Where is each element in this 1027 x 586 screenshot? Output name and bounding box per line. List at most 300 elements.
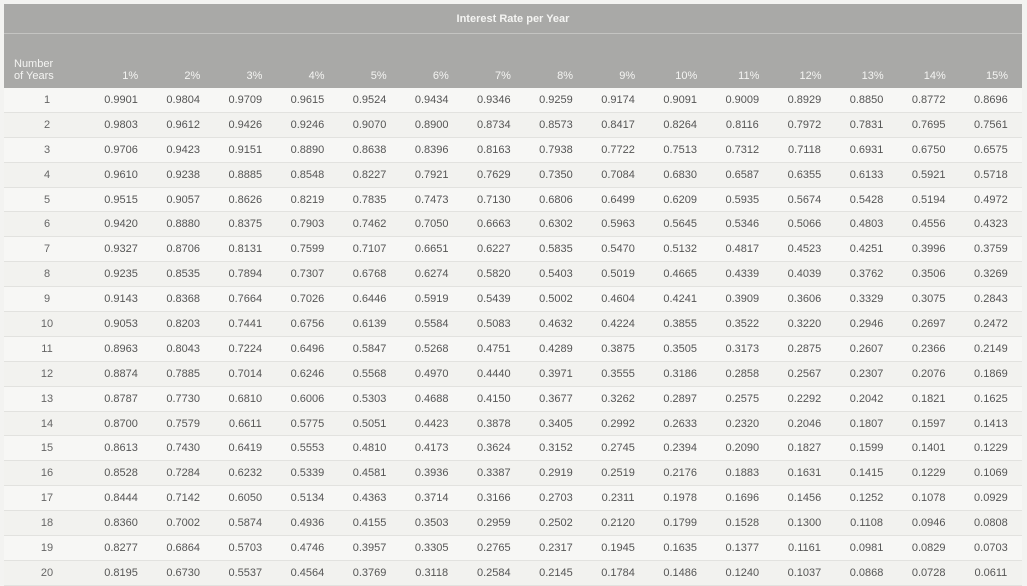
factor-cell: 0.7026 (276, 287, 338, 312)
table-title-row (4, 4, 1022, 34)
years-header-line-2: of Years (14, 70, 54, 82)
factor-cell: 0.4564 (276, 560, 338, 585)
factor-cell: 0.7307 (276, 262, 338, 287)
table-row (4, 112, 1022, 137)
factor-cell: 0.2703 (525, 486, 587, 511)
year-cell: 1 (4, 88, 90, 112)
table-title: Interest Rate per Year (4, 4, 1022, 34)
factor-cell: 0.0808 (960, 511, 1022, 536)
factor-cell: 0.5835 (525, 237, 587, 262)
factor-cell: 0.4810 (339, 436, 401, 461)
factor-cell: 0.2946 (836, 312, 898, 337)
factor-cell: 0.7561 (960, 112, 1022, 137)
year-cell: 2 (4, 112, 90, 137)
factor-cell: 0.9246 (276, 112, 338, 137)
factor-cell: 0.5303 (339, 386, 401, 411)
factor-cell: 0.3875 (587, 336, 649, 361)
factor-cell: 0.5194 (898, 187, 960, 212)
factor-cell: 0.2765 (463, 536, 525, 561)
factor-cell: 0.8963 (90, 336, 152, 361)
factor-cell: 0.3677 (525, 386, 587, 411)
factor-cell: 0.8850 (836, 88, 898, 112)
table-row (4, 486, 1022, 511)
factor-cell: 0.7599 (276, 237, 338, 262)
factor-cell: 0.4323 (960, 212, 1022, 237)
factor-cell: 0.6575 (960, 137, 1022, 162)
factor-cell: 0.7579 (152, 411, 214, 436)
year-cell: 11 (4, 336, 90, 361)
factor-cell: 0.8929 (773, 88, 835, 112)
factor-cell: 0.7695 (898, 112, 960, 137)
factor-cell: 0.8264 (649, 112, 711, 137)
factor-cell: 0.2697 (898, 312, 960, 337)
factor-cell: 0.1069 (960, 461, 1022, 486)
rate-column-header: 11% (711, 34, 773, 89)
factor-cell: 0.2584 (463, 560, 525, 585)
factor-cell: 0.1108 (836, 511, 898, 536)
factor-cell: 0.3505 (649, 336, 711, 361)
factor-cell: 0.7430 (152, 436, 214, 461)
factor-cell: 0.3606 (773, 287, 835, 312)
factor-cell: 0.2875 (773, 336, 835, 361)
factor-cell: 0.3957 (339, 536, 401, 561)
factor-cell: 0.4241 (649, 287, 711, 312)
factor-cell: 0.9420 (90, 212, 152, 237)
factor-cell: 0.4289 (525, 336, 587, 361)
factor-cell: 0.9009 (711, 88, 773, 112)
factor-cell: 0.7885 (152, 361, 214, 386)
factor-cell: 0.5718 (960, 162, 1022, 187)
factor-cell: 0.4423 (401, 411, 463, 436)
factor-cell: 0.3996 (898, 237, 960, 262)
factor-cell: 0.3762 (836, 262, 898, 287)
factor-cell: 0.8375 (214, 212, 276, 237)
year-cell: 12 (4, 361, 90, 386)
factor-cell: 0.6227 (463, 237, 525, 262)
factor-cell: 0.3909 (711, 287, 773, 312)
factor-cell: 0.8787 (90, 386, 152, 411)
factor-cell: 0.3971 (525, 361, 587, 386)
factor-cell: 0.6864 (152, 536, 214, 561)
table-row (4, 511, 1022, 536)
factor-cell: 0.5019 (587, 262, 649, 287)
factor-cell: 0.7014 (214, 361, 276, 386)
factor-cell: 0.4817 (711, 237, 773, 262)
factor-cell: 0.7462 (339, 212, 401, 237)
factor-cell: 0.7835 (339, 187, 401, 212)
table-row (4, 436, 1022, 461)
factor-cell: 0.6663 (463, 212, 525, 237)
factor-cell: 0.3624 (463, 436, 525, 461)
year-cell: 5 (4, 187, 90, 212)
factor-cell: 0.8116 (711, 112, 773, 137)
factor-cell: 0.9612 (152, 112, 214, 137)
factor-cell: 0.8417 (587, 112, 649, 137)
factor-cell: 0.4363 (339, 486, 401, 511)
factor-cell: 0.0728 (898, 560, 960, 585)
factor-cell: 0.9143 (90, 287, 152, 312)
factor-cell: 0.4604 (587, 287, 649, 312)
year-cell: 14 (4, 411, 90, 436)
table-row (4, 88, 1022, 112)
present-value-table (4, 4, 1022, 586)
factor-cell: 0.2567 (773, 361, 835, 386)
factor-cell: 0.3522 (711, 312, 773, 337)
factor-cell: 0.8277 (90, 536, 152, 561)
factor-cell: 0.5674 (773, 187, 835, 212)
year-cell: 18 (4, 511, 90, 536)
factor-cell: 0.2858 (711, 361, 773, 386)
factor-cell: 0.6246 (276, 361, 338, 386)
factor-cell: 0.6750 (898, 137, 960, 162)
factor-cell: 0.1635 (649, 536, 711, 561)
table-row (4, 212, 1022, 237)
factor-cell: 0.3220 (773, 312, 835, 337)
factor-cell: 0.5963 (587, 212, 649, 237)
factor-cell: 0.9259 (525, 88, 587, 112)
factor-cell: 0.1599 (836, 436, 898, 461)
rate-column-header: 10% (649, 34, 711, 89)
factor-cell: 0.0829 (898, 536, 960, 561)
factor-cell: 0.3555 (587, 361, 649, 386)
factor-cell: 0.5439 (463, 287, 525, 312)
factor-cell: 0.5820 (463, 262, 525, 287)
factor-cell: 0.2311 (587, 486, 649, 511)
factor-cell: 0.9803 (90, 112, 152, 137)
factor-cell: 0.8203 (152, 312, 214, 337)
factor-cell: 0.8528 (90, 461, 152, 486)
factor-cell: 0.2120 (587, 511, 649, 536)
factor-cell: 0.7224 (214, 336, 276, 361)
factor-cell: 0.5339 (276, 461, 338, 486)
factor-cell: 0.9327 (90, 237, 152, 262)
factor-cell: 0.0929 (960, 486, 1022, 511)
factor-cell: 0.5919 (401, 287, 463, 312)
factor-cell: 0.5002 (525, 287, 587, 312)
factor-cell: 0.9524 (339, 88, 401, 112)
factor-cell: 0.1456 (773, 486, 835, 511)
factor-cell: 0.9091 (649, 88, 711, 112)
rate-column-header: 4% (276, 34, 338, 89)
factor-cell: 0.6133 (836, 162, 898, 187)
year-cell: 10 (4, 312, 90, 337)
factor-cell: 0.7722 (587, 137, 649, 162)
year-cell: 9 (4, 287, 90, 312)
table-body (4, 88, 1022, 585)
factor-cell: 0.5268 (401, 336, 463, 361)
factor-cell: 0.2502 (525, 511, 587, 536)
factor-cell: 0.4665 (649, 262, 711, 287)
factor-cell: 0.2292 (773, 386, 835, 411)
factor-cell: 0.9804 (152, 88, 214, 112)
factor-cell: 0.7050 (401, 212, 463, 237)
factor-cell: 0.3305 (401, 536, 463, 561)
factor-cell: 0.6050 (214, 486, 276, 511)
factor-cell: 0.6611 (214, 411, 276, 436)
factor-cell: 0.0946 (898, 511, 960, 536)
factor-cell: 0.6274 (401, 262, 463, 287)
factor-cell: 0.6446 (339, 287, 401, 312)
year-cell: 16 (4, 461, 90, 486)
factor-cell: 0.5470 (587, 237, 649, 262)
table-row (4, 386, 1022, 411)
factor-cell: 0.3878 (463, 411, 525, 436)
factor-cell: 0.7107 (339, 237, 401, 262)
factor-cell: 0.8360 (90, 511, 152, 536)
year-cell: 3 (4, 137, 90, 162)
rate-column-header: 7% (463, 34, 525, 89)
factor-cell: 0.3269 (960, 262, 1022, 287)
factor-cell: 0.2607 (836, 336, 898, 361)
factor-cell: 0.8638 (339, 137, 401, 162)
table-row (4, 162, 1022, 187)
factor-cell: 0.3262 (587, 386, 649, 411)
factor-cell: 0.5935 (711, 187, 773, 212)
factor-cell: 0.4224 (587, 312, 649, 337)
factor-cell: 0.7972 (773, 112, 835, 137)
factor-cell: 0.7938 (525, 137, 587, 162)
factor-cell: 0.1078 (898, 486, 960, 511)
factor-cell: 0.5134 (276, 486, 338, 511)
factor-cell: 0.2320 (711, 411, 773, 436)
factor-cell: 0.1229 (960, 436, 1022, 461)
table-row (4, 137, 1022, 162)
factor-cell: 0.8396 (401, 137, 463, 162)
factor-cell: 0.2366 (898, 336, 960, 361)
factor-cell: 0.9235 (90, 262, 152, 287)
factor-cell: 0.4751 (463, 336, 525, 361)
table-row (4, 237, 1022, 262)
factor-cell: 0.1415 (836, 461, 898, 486)
factor-cell: 0.7441 (214, 312, 276, 337)
table-row (4, 262, 1022, 287)
factor-cell: 0.8885 (214, 162, 276, 187)
rate-column-header: 5% (339, 34, 401, 89)
factor-cell: 0.6651 (401, 237, 463, 262)
factor-cell: 0.8535 (152, 262, 214, 287)
factor-cell: 0.1229 (898, 461, 960, 486)
factor-cell: 0.8219 (276, 187, 338, 212)
factor-cell: 0.4632 (525, 312, 587, 337)
rate-column-header: 1% (90, 34, 152, 89)
factor-cell: 0.9434 (401, 88, 463, 112)
factor-cell: 0.3118 (401, 560, 463, 585)
year-cell: 15 (4, 436, 90, 461)
year-cell: 13 (4, 386, 90, 411)
factor-cell: 0.9709 (214, 88, 276, 112)
rate-column-header: 12% (773, 34, 835, 89)
factor-cell: 0.1799 (649, 511, 711, 536)
years-column-header (4, 34, 90, 89)
factor-cell: 0.8573 (525, 112, 587, 137)
rate-column-header: 15% (960, 34, 1022, 89)
factor-cell: 0.9238 (152, 162, 214, 187)
table-header-row (4, 34, 1022, 89)
factor-cell: 0.4155 (339, 511, 401, 536)
table-row (4, 312, 1022, 337)
table-row (4, 361, 1022, 386)
factor-cell: 0.9151 (214, 137, 276, 162)
factor-cell: 0.7002 (152, 511, 214, 536)
factor-cell: 0.3769 (339, 560, 401, 585)
factor-cell: 0.4339 (711, 262, 773, 287)
factor-cell: 0.5553 (276, 436, 338, 461)
rate-column-header: 6% (401, 34, 463, 89)
factor-cell: 0.9174 (587, 88, 649, 112)
rate-column-header: 13% (836, 34, 898, 89)
factor-cell: 0.7664 (214, 287, 276, 312)
factor-cell: 0.6139 (339, 312, 401, 337)
factor-cell: 0.7084 (587, 162, 649, 187)
factor-cell: 0.3186 (649, 361, 711, 386)
factor-cell: 0.1486 (649, 560, 711, 585)
factor-cell: 0.5645 (649, 212, 711, 237)
table-row (4, 336, 1022, 361)
factor-cell: 0.5584 (401, 312, 463, 337)
factor-cell: 0.2633 (649, 411, 711, 436)
years-header-line-1: Number (14, 58, 54, 70)
factor-cell: 0.2897 (649, 386, 711, 411)
factor-cell: 0.3714 (401, 486, 463, 511)
factor-cell: 0.3936 (401, 461, 463, 486)
factor-cell: 0.1625 (960, 386, 1022, 411)
factor-cell: 0.2472 (960, 312, 1022, 337)
factor-cell: 0.1978 (649, 486, 711, 511)
factor-cell: 0.3503 (401, 511, 463, 536)
year-cell: 4 (4, 162, 90, 187)
table-row (4, 461, 1022, 486)
factor-cell: 0.8131 (214, 237, 276, 262)
factor-cell: 0.4039 (773, 262, 835, 287)
factor-cell: 0.5775 (276, 411, 338, 436)
factor-cell: 0.1401 (898, 436, 960, 461)
factor-cell: 0.6756 (276, 312, 338, 337)
factor-cell: 0.1528 (711, 511, 773, 536)
factor-cell: 0.2046 (773, 411, 835, 436)
factor-cell: 0.6810 (214, 386, 276, 411)
factor-cell: 0.3759 (960, 237, 1022, 262)
factor-cell: 0.1161 (773, 536, 835, 561)
factor-cell: 0.9053 (90, 312, 152, 337)
factor-cell: 0.8548 (276, 162, 338, 187)
factor-cell: 0.7831 (836, 112, 898, 137)
factor-cell: 0.2519 (587, 461, 649, 486)
factor-cell: 0.8195 (90, 560, 152, 585)
factor-cell: 0.8227 (339, 162, 401, 187)
factor-cell: 0.2149 (960, 336, 1022, 361)
factor-cell: 0.1413 (960, 411, 1022, 436)
factor-cell: 0.4970 (401, 361, 463, 386)
factor-cell: 0.6232 (214, 461, 276, 486)
factor-cell: 0.5568 (339, 361, 401, 386)
rate-column-header: 3% (214, 34, 276, 89)
factor-cell: 0.2042 (836, 386, 898, 411)
year-cell: 7 (4, 237, 90, 262)
factor-cell: 0.8890 (276, 137, 338, 162)
factor-cell: 0.7350 (525, 162, 587, 187)
factor-cell: 0.2575 (711, 386, 773, 411)
year-cell: 17 (4, 486, 90, 511)
factor-cell: 0.6830 (649, 162, 711, 187)
factor-cell: 0.3506 (898, 262, 960, 287)
factor-cell: 0.5083 (463, 312, 525, 337)
factor-cell: 0.6768 (339, 262, 401, 287)
factor-cell: 0.9423 (152, 137, 214, 162)
year-cell: 19 (4, 536, 90, 561)
table-row (4, 411, 1022, 436)
factor-cell: 0.7903 (276, 212, 338, 237)
factor-cell: 0.2176 (649, 461, 711, 486)
factor-cell: 0.8626 (214, 187, 276, 212)
table-row (4, 536, 1022, 561)
factor-cell: 0.5346 (711, 212, 773, 237)
factor-cell: 0.7513 (649, 137, 711, 162)
factor-cell: 0.6006 (276, 386, 338, 411)
factor-cell: 0.1252 (836, 486, 898, 511)
factor-cell: 0.8613 (90, 436, 152, 461)
factor-cell: 0.8368 (152, 287, 214, 312)
present-value-table-sheet (4, 4, 1022, 579)
factor-cell: 0.2992 (587, 411, 649, 436)
factor-cell: 0.7312 (711, 137, 773, 162)
rate-column-header: 9% (587, 34, 649, 89)
factor-cell: 0.6806 (525, 187, 587, 212)
factor-cell: 0.7921 (401, 162, 463, 187)
factor-cell: 0.7142 (152, 486, 214, 511)
factor-cell: 0.7130 (463, 187, 525, 212)
factor-cell: 0.1597 (898, 411, 960, 436)
factor-cell: 0.3855 (649, 312, 711, 337)
factor-cell: 0.6587 (711, 162, 773, 187)
factor-cell: 0.7629 (463, 162, 525, 187)
factor-cell: 0.5847 (339, 336, 401, 361)
factor-cell: 0.1037 (773, 560, 835, 585)
factor-cell: 0.3166 (463, 486, 525, 511)
factor-cell: 0.5874 (214, 511, 276, 536)
rate-column-header: 2% (152, 34, 214, 89)
factor-cell: 0.4581 (339, 461, 401, 486)
factor-cell: 0.2919 (525, 461, 587, 486)
factor-cell: 0.2307 (836, 361, 898, 386)
factor-cell: 0.5066 (773, 212, 835, 237)
factor-cell: 0.7284 (152, 461, 214, 486)
rate-column-header: 14% (898, 34, 960, 89)
factor-cell: 0.0981 (836, 536, 898, 561)
factor-cell: 0.1300 (773, 511, 835, 536)
factor-cell: 0.9346 (463, 88, 525, 112)
factor-cell: 0.0611 (960, 560, 1022, 585)
factor-cell: 0.3405 (525, 411, 587, 436)
factor-cell: 0.3173 (711, 336, 773, 361)
factor-cell: 0.8700 (90, 411, 152, 436)
factor-cell: 0.3075 (898, 287, 960, 312)
factor-cell: 0.2145 (525, 560, 587, 585)
factor-cell: 0.1945 (587, 536, 649, 561)
factor-cell: 0.2843 (960, 287, 1022, 312)
factor-cell: 0.6209 (649, 187, 711, 212)
factor-cell: 0.4688 (401, 386, 463, 411)
factor-cell: 0.4746 (276, 536, 338, 561)
factor-cell: 0.1869 (960, 361, 1022, 386)
factor-cell: 0.9615 (276, 88, 338, 112)
factor-cell: 0.1240 (711, 560, 773, 585)
rate-column-header: 8% (525, 34, 587, 89)
factor-cell: 0.5537 (214, 560, 276, 585)
factor-cell: 0.4556 (898, 212, 960, 237)
factor-cell: 0.1631 (773, 461, 835, 486)
factor-cell: 0.0868 (836, 560, 898, 585)
factor-cell: 0.9706 (90, 137, 152, 162)
